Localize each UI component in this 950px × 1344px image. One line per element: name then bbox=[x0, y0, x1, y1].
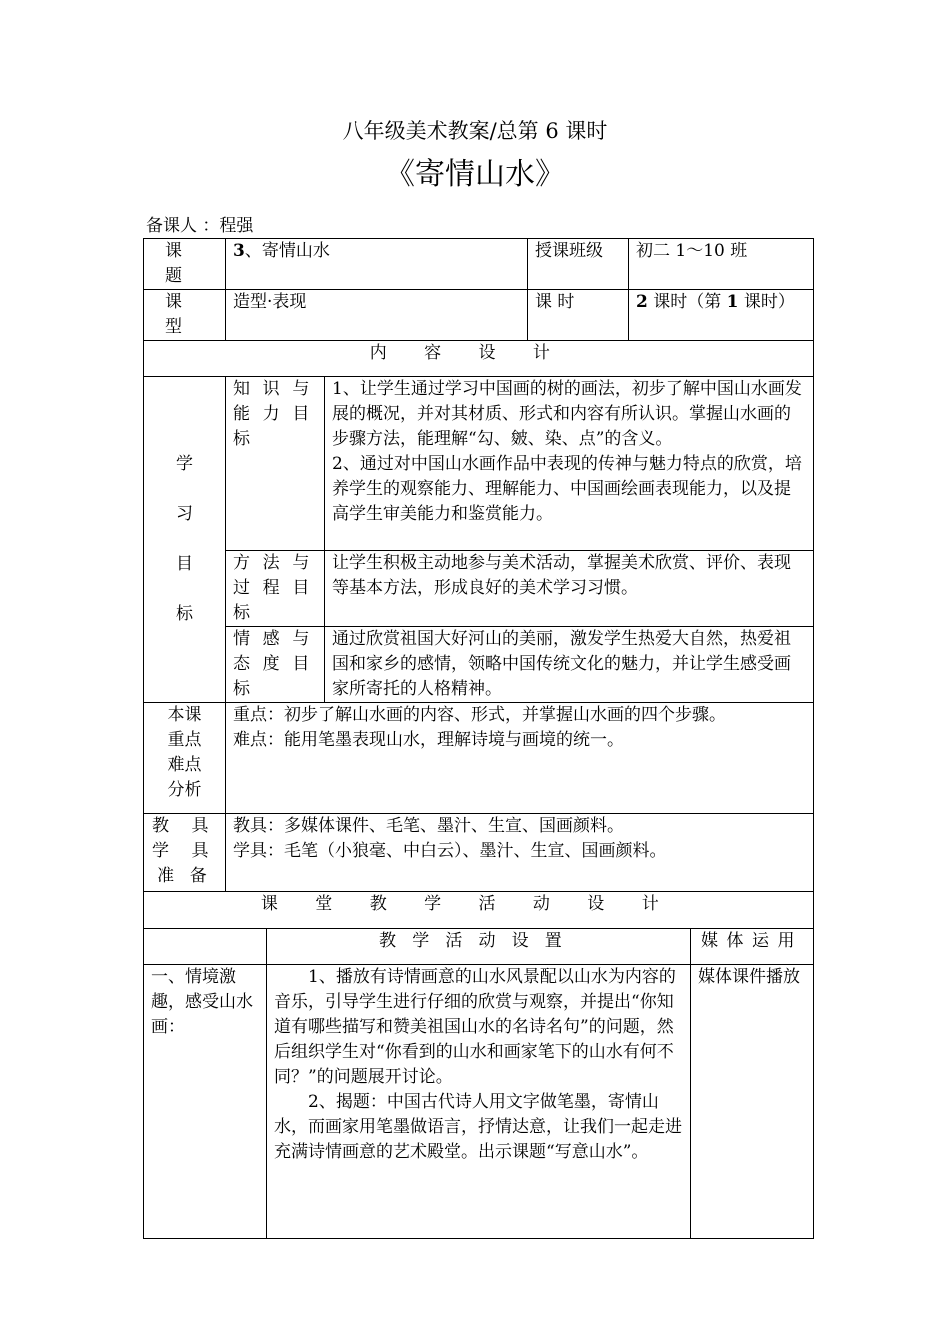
activity-row bbox=[144, 965, 814, 1239]
lesson-title: 《寄情山水》 bbox=[385, 157, 565, 192]
key-points-row bbox=[144, 703, 814, 814]
class-label: 授课班级 bbox=[528, 239, 629, 290]
topic-row bbox=[144, 239, 814, 290]
stage-header bbox=[144, 929, 267, 965]
topic-label: 课 题 bbox=[144, 239, 226, 290]
media-header: 媒体运用 bbox=[691, 929, 814, 965]
emotion-goal-text: 通过欣赏祖国大好河山的美丽，激发学生热爱大自然，热爱祖国和家乡的感情，领略中国传统文化的魅力，并让学生感受画家所寄托的人格精神。 bbox=[325, 627, 814, 703]
activity-content: 1、播放有诗情画意的山水风景配以山水为内容的音乐，引导学生进行仔细的欣赏与观察，并提出“你知道有哪些描写和赞美祖国山水的名诗名句”的问题，然后组织学生对“你看到的山水和画家笔下的山水有何不同？”的问题展开讨论。 2、揭题：中国古代诗人用文字做笔墨，寄情山水，而画家用笔墨做语言，抒情达意，让我们一起走进充满诗情画意的艺术殿堂。出示课题“写意山水”。 bbox=[267, 965, 691, 1239]
knowledge-goal-text: 1、让学生通过学习中国画的树的画法，初步了解中国山水画发展的概况，并对其材质、形式和内容有所认识。掌握山水画的步骤方法，能理解“勾、皴、染、点”的含义。 2、通过对中国山水画作品中表现的传神与魅力特点的欣赏，培养学生的观察能力、理解能力、中国画绘画表现能力，以及提高学生审美能力和鉴赏能力。 bbox=[325, 377, 814, 551]
class-value: 初二 1～10 班 bbox=[629, 239, 814, 290]
tools-text: 教具：多媒体课件、毛笔、墨汁、生宣、国画颜料。 学具：毛笔（小狼毫、中白云）、墨汁、生宣、国画颜料。 bbox=[226, 814, 814, 892]
method-goal-text: 让学生积极主动地参与美术活动，掌握美术欣赏、评价、表现等基本方法，形成良好的美术学习习惯。 bbox=[325, 551, 814, 627]
page-title: 八年级美术教案/总第 6 课时 bbox=[342, 119, 608, 143]
content-design-row bbox=[144, 341, 814, 377]
activity-stage: 一、情境激趣，感受山水画： bbox=[144, 965, 267, 1239]
tools-row bbox=[144, 814, 814, 892]
content-design-heading: 内容设计 bbox=[144, 341, 814, 377]
key-points-text: 重点：初步了解山水画的内容、形式，并掌握山水画的四个步骤。 难点：能用笔墨表现山水，理解诗境与画境的统一。 bbox=[226, 703, 814, 814]
tools-label: 教 具 学 具 准 备 bbox=[144, 814, 226, 892]
activity-header-row bbox=[144, 929, 814, 965]
goal-emotion-row bbox=[144, 627, 814, 703]
topic-value: 3、寄情山水 bbox=[226, 239, 528, 290]
method-goal-label: 方法与过程目标 bbox=[226, 551, 325, 627]
activity-media: 媒体课件播放 bbox=[691, 965, 814, 1239]
hours-value: 2 课时（第 1 课时） bbox=[629, 290, 814, 341]
type-row bbox=[144, 290, 814, 341]
goals-label: 学 习 目 标 bbox=[144, 377, 226, 703]
lesson-plan-table bbox=[143, 238, 814, 1239]
goal-method-row bbox=[144, 551, 814, 627]
hours-label: 课 时 bbox=[528, 290, 629, 341]
emotion-goal-label: 情感与态度目标 bbox=[226, 627, 325, 703]
preparer: 备课人 ：程强 bbox=[146, 216, 254, 236]
key-points-label: 本课重点难点分析 bbox=[144, 703, 226, 814]
goal-knowledge-row bbox=[144, 377, 814, 551]
activity-design-row bbox=[144, 892, 814, 929]
type-label: 课 型 bbox=[144, 290, 226, 341]
knowledge-goal-label: 知识与能力目标 bbox=[226, 377, 325, 551]
activity-setting-header: 教学活动设置 bbox=[267, 929, 691, 965]
activity-design-heading: 课堂教学活动设计 bbox=[144, 892, 814, 929]
type-value: 造型·表现 bbox=[226, 290, 528, 341]
